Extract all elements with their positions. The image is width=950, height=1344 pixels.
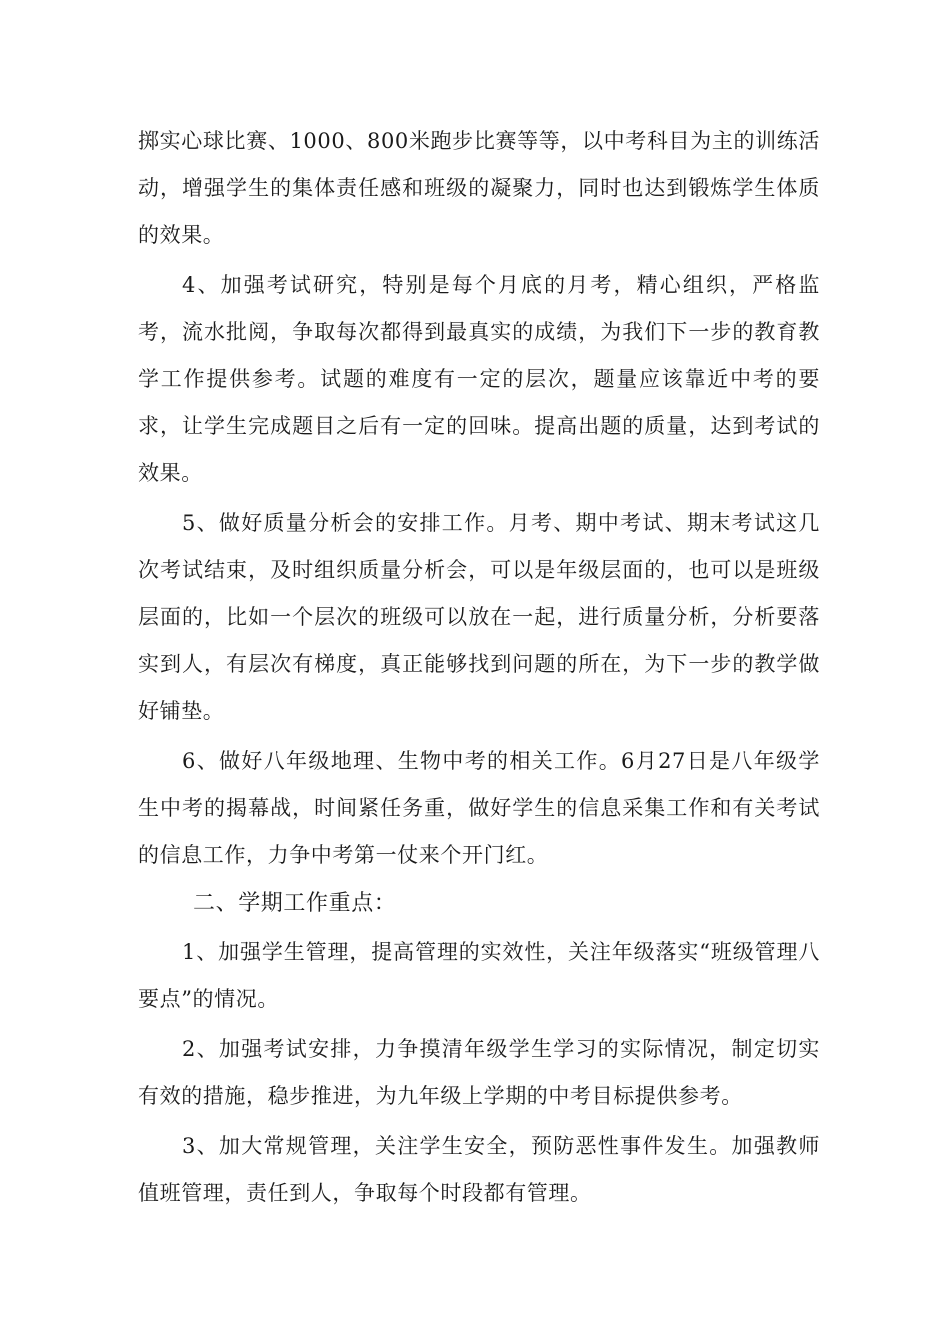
paragraph-item-6: 6、做好八年级地理、生物中考的相关工作。6月27日是八年级学生中考的揭幕战，时间紧任务重，做好学生的信息采集工作和有关考试的信息工作，力争中考第一仗来个开门红。: [138, 749, 820, 867]
section-heading: 二、学期工作重点：: [193, 891, 397, 916]
paragraph-item-5: 5、做好质量分析会的安排工作。月考、期中考试、期末考试这几次考试结束，及时组织质量分析会，可以是年级层面的，也可以是班级层面的，比如一个层次的班级可以放在一起，进行质量分析，分析要落实到人，有层次有梯度，真正能够找到问题的所在，为下一步的教学做好铺垫。: [138, 511, 820, 723]
document-body: [138, 118, 820, 1217]
paragraph-item-4: 4、加强考试研究，特别是每个月底的月考，精心组织，严格监考，流水批阅，争取每次都得到最真实的成绩，为我们下一步的教育教学工作提供参考。试题的难度有一定的层次，题量应该靠近中考的要求，让学生完成题目之后有一定的回味。提高出题的质量，达到考试的效果。: [138, 273, 820, 485]
paragraph-priority-2: 2、加强考试安排，力争摸清年级学生学习的实际情况，制定切实有效的措施，稳步推进，为九年级上学期的中考目标提供参考。: [138, 1037, 820, 1108]
paragraph-priority-1: 1、加强学生管理，提高管理的实效性，关注年级落实“班级管理八要点”的情况。: [138, 940, 820, 1011]
paragraph-priority-3: 3、加大常规管理，关注学生安全，预防恶性事件发生。加强教师值班管理，责任到人，争取每个时段都有管理。: [138, 1134, 820, 1205]
paragraph-continuation: 掷实心球比赛、1000、800米跑步比赛等等，以中考科目为主的训练活动，增强学生的集体责任感和班级的凝聚力，同时也达到锻炼学生体质的效果。: [138, 129, 820, 247]
